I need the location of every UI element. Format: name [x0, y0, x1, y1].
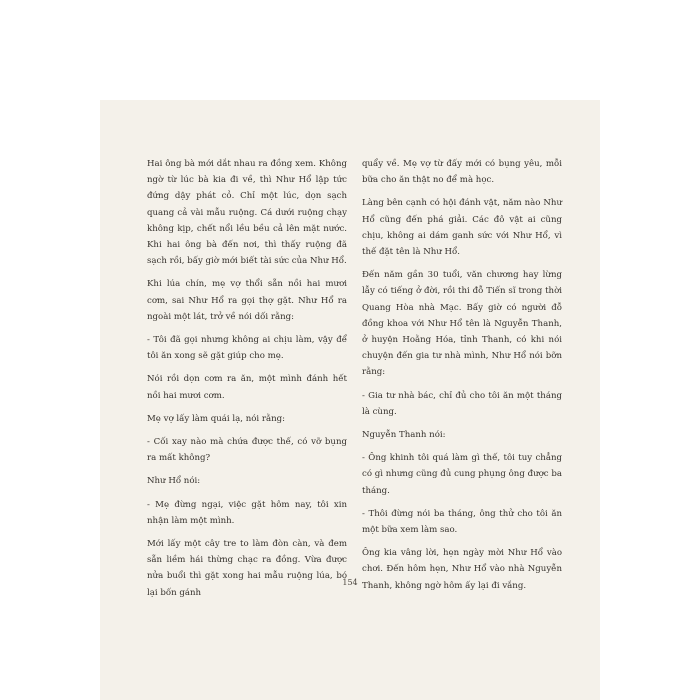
paragraph: - Ông khinh tôi quá làm gì thế, tôi tuy chẳng có gì nhưng cũng đủ cung phụng ông được ba tháng. [362, 453, 562, 496]
paragraph: Nói rồi dọn cơm ra ăn, một mình đánh hết nồi hai mươi cơm. [147, 374, 347, 401]
paragraph: Đến năm gần 30 tuổi, văn chương hay lừng lẫy có tiếng ở đời, rồi thi đỗ Tiến sĩ trong thời Quang Hòa nhà Mạc. Bấy giờ có người đỗ đồng khoa với Như Hổ tên là Nguyễn Thanh, ở huyện Hoằng Hóa, tỉnh Thanh, có khi nói chuyện đến gia tư nhà mình, Như Hổ nói bỡn rằng: [362, 270, 562, 378]
paragraph: - Mẹ đừng ngại, việc gặt hôm nay, tôi xin nhận làm một mình. [147, 499, 347, 526]
paragraph: Mẹ vợ lấy làm quái lạ, nói rằng: [147, 413, 286, 424]
right-column [362, 156, 562, 601]
paragraph: Ông kia vâng lời, hẹn ngày mời Như Hổ vào chơi. Đến hôm hẹn, Như Hổ vào nhà Nguyễn Thanh, không ngờ hôm ấy lại đi vắng. [362, 548, 562, 591]
paragraph: Nguyễn Thanh nói: [362, 430, 446, 441]
book-page [100, 100, 600, 700]
paragraph: - Tôi đã gọi nhưng không ai chịu làm, vậy để tôi ăn xong sẽ gặt giúp cho mẹ. [147, 335, 347, 362]
paragraph: quẩy về. Mẹ vợ từ đấy mới có bụng yêu, mỗi bữa cho ăn thật no để mà học. [362, 159, 562, 186]
page-number: 154 [342, 578, 358, 587]
paragraph: Như Hổ nói: [147, 476, 201, 487]
paragraph: Khi lúa chín, mẹ vợ thổi sẵn nồi hai mươi cơm, sai Như Hổ ra gọi thợ gặt. Như Hổ ra ngoài một lát, trở về nói dối rằng: [147, 279, 347, 322]
paragraph: - Cối xay nào mà chứa được thế, có vỡ bụng ra mất không? [147, 437, 347, 464]
paragraph: Làng bên cạnh có hội đánh vật, năm nào Như Hổ cũng đến phá giải. Các đô vật ai cũng chịu, không ai dám ganh sức với Như Hổ, vì thế đặt tên là Như Hổ. [362, 198, 562, 258]
paragraph: - Thôi đừng nói ba tháng, ông thử cho tôi ăn một bữa xem làm sao. [362, 508, 562, 536]
paragraph: Mới lấy một cây tre to làm đòn càn, và đem sẵn liềm hái thừng chạc ra đồng. Vừa được nửa buổi thì gặt xong hai mẫu ruộng lúa, bó lại bốn gánh [147, 539, 347, 598]
left-column [147, 156, 347, 608]
paragraph: - Gia tư nhà bác, chỉ đủ cho tôi ăn một tháng là cùng. [362, 390, 562, 417]
paragraph: Hai ông bà mới dắt nhau ra đồng xem. Không ngờ từ lúc bà kia đi về, thì Như Hổ lập tức đứng dậy phát cỏ. Chỉ một lúc, dọn sạch quang cả vài mẫu ruộng. Cá dưới ruộng chạy không kịp, chết nổi lều bều cả lên mặt nước. Khi hai ông bà đến nơi, thì thấy ruộng đã sạch rồi, bấy giờ mới biết tài sức của Như Hổ. [147, 159, 347, 267]
